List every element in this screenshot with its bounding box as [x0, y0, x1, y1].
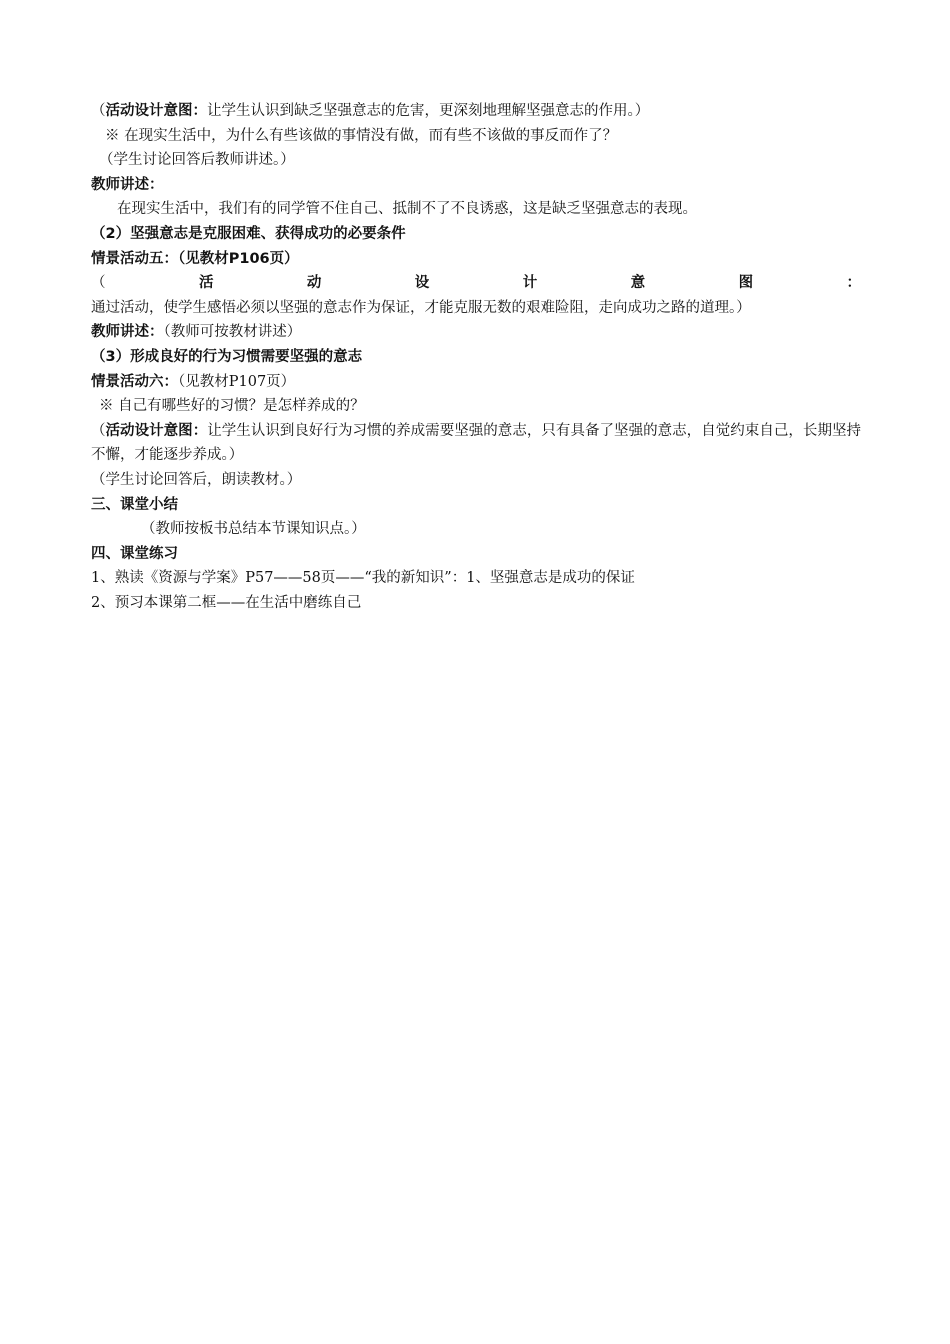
design-intent-label: 活动设计意图：	[105, 103, 207, 119]
practice-item-1: 1、熟读《资源与学案》P57——58页——“我的新知识”：1、坚强意志是成功的保证	[91, 570, 635, 587]
design-intent-paragraph-2	[91, 271, 861, 320]
summary-text: （教师按板书总结本节课知识点。）	[141, 521, 366, 538]
activity-six-line	[91, 370, 861, 395]
design-intent-text: 让学生认识到良好行为习惯的养成需要坚强的意志，只有具备了坚强的意志，自觉约束自己，长期坚持不懈，才能逐步养成。）	[91, 422, 861, 464]
teacher-narration-heading-1: 教师讲述：	[91, 176, 164, 193]
teacher-narration-heading-2: 教师讲述：	[91, 324, 164, 341]
question-paragraph-1: ※ 在现实生活中，为什么有些该做的事情没有做，而有些不该做的事反而作了？	[105, 127, 618, 144]
open-paren: （	[91, 103, 106, 119]
activity-six-heading: 情景活动六：	[91, 373, 178, 390]
design-intent-label: 活动设计意图：	[198, 275, 862, 292]
teacher-narration-line-2	[91, 320, 861, 345]
design-intent-label: 活动设计意图：	[105, 422, 208, 439]
teacher-narration-text-1: 在现实生活中，我们有的同学管不住自己、抵制不了不良诱惑，这是缺乏坚强意志的表现。	[117, 201, 697, 218]
activity-five-heading: 情景活动五：（见教材P106页）	[91, 250, 299, 267]
section-heading-2: （2）坚强意志是克服困难、获得成功的必要条件	[91, 225, 406, 242]
design-intent-paragraph-3	[91, 419, 861, 468]
open-paren: （	[91, 422, 106, 439]
discussion-note-1: （学生讨论回答后教师讲述。）	[99, 152, 295, 169]
design-intent-paragraph-1	[91, 99, 861, 124]
design-intent-text: 通过活动，使学生感悟必须以坚强的意志作为保证，才能克服无数的艰难险阻，走向成功之路的道理。）	[91, 299, 751, 316]
practice-heading: 四、课堂练习	[91, 545, 178, 562]
question-paragraph-2: ※ 自己有哪些好的习惯？是怎样养成的？	[99, 398, 365, 415]
activity-six-reference: （见教材P107页）	[178, 373, 296, 390]
teacher-narration-text-2: （教师可按教材讲述）	[163, 324, 302, 341]
summary-heading: 三、课堂小结	[91, 496, 178, 513]
open-paren: （	[91, 275, 199, 292]
document-body	[91, 99, 861, 615]
section-heading-3: （3）形成良好的行为习惯需要坚强的意志	[91, 348, 363, 365]
practice-item-2: 2、预习本课第二框——在生活中磨练自己	[91, 594, 362, 611]
design-intent-text: 让学生认识到缺乏坚强意志的危害，更深刻地理解坚强意志的作用。）	[207, 103, 650, 119]
discussion-note-2: （学生讨论回答后，朗读教材。）	[91, 471, 302, 488]
